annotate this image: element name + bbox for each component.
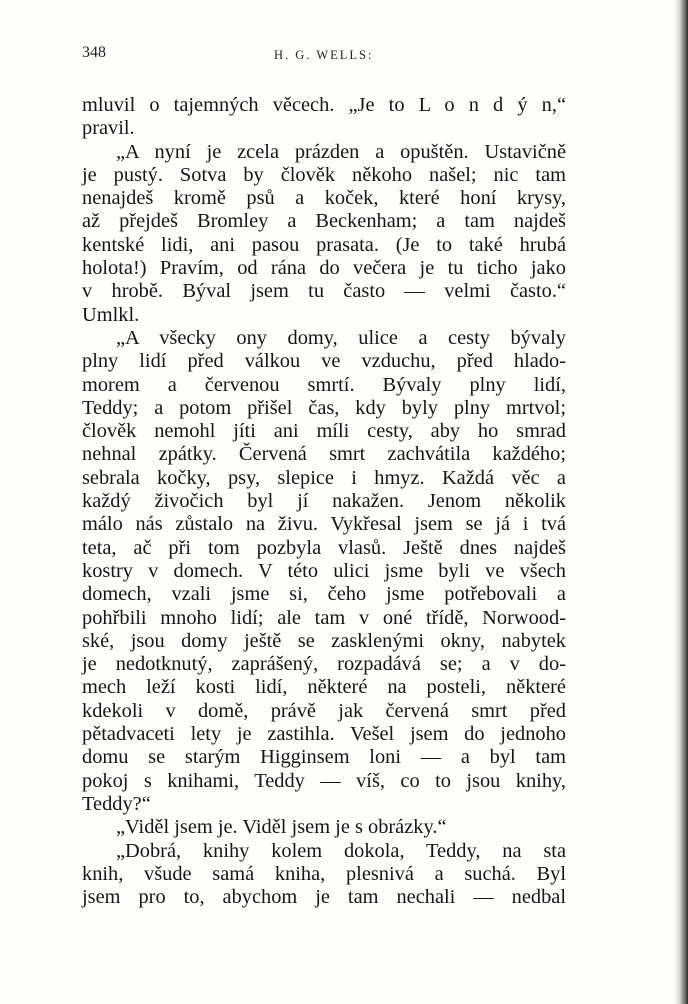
text-line: „Dobrá, knihy kolem dokola, Teddy, na sta <box>116 839 566 862</box>
text-line: nehnal zpátky. Červená smrt zachvátila každého; <box>82 443 566 466</box>
text-line: knih, všude samá kniha, plesnivá a suchá. Byl <box>82 862 566 885</box>
text-line: v hrobě. Býval jsem tu často — velmi často.“ <box>82 280 566 303</box>
text-line: holota!) Pravím, od rána do večera je tu ticho jako <box>82 257 566 280</box>
text-line: ské, jsou domy ještě se zasklenými okny, nabytek <box>82 629 566 652</box>
text-line: pohřbili mnoho lidí; ale tam v oné třídě, Norwood- <box>82 606 566 629</box>
page-number: 348 <box>82 44 106 61</box>
text-line: člověk nemohl jíti ani míli cesty, aby ho smrad <box>82 420 566 443</box>
text-line: kdekoli v domě, právě jak červená smrt před <box>82 699 566 722</box>
text-line: každý živočich byl jí nakažen. Jenom několik <box>82 490 566 513</box>
text-line: pravil. <box>82 117 135 140</box>
text-line: „A nyní je zcela prázden a opuštěn. Ustavičně <box>116 140 566 163</box>
text-line: domu se starým Higginsem loni — a byl tam <box>82 746 566 769</box>
text-line: teta, ač při tom pozbyla vlasů. Ještě dnes najdeš <box>82 536 566 559</box>
text-line: sebrala kočky, psy, slepice i hmyz. Každá věc a <box>82 466 566 489</box>
text-line: je pustý. Sotva by člověk někoho našel; nic tam <box>82 163 566 186</box>
body-text <box>82 94 566 909</box>
text-line: morem a červenou smrtí. Bývaly plny lidí, <box>82 373 566 396</box>
page-header <box>82 44 562 68</box>
text-line: „Viděl jsem je. Viděl jsem je s obrázky.“ <box>116 816 447 839</box>
page-edge-shadow <box>674 0 688 1004</box>
running-head: H. G. WELLS: <box>274 48 374 62</box>
text-line: „A všecky ony domy, ulice a cesty bývaly <box>116 326 566 349</box>
text-line: plny lidí před válkou ve vzduchu, před hlado- <box>82 350 566 373</box>
text-line: mluvil o tajemných věcech. „Je to L o n d ý n,“ <box>82 94 566 116</box>
text-line: kostry v domech. V této ulici jsme byli ve všech <box>82 559 566 582</box>
text-line: je nedotknutý, zaprášený, rozpadává se; a v do- <box>82 653 566 676</box>
text-line: až přejdeš Bromley a Beckenham; a tam najdeš <box>82 210 566 233</box>
text-line: jsem pro to, abychom je tam nechali — nedbal <box>82 886 566 909</box>
text-line: Umlkl. <box>82 303 140 326</box>
text-line: kentské lidi, ani pasou prasata. (Je to také hrubá <box>82 233 566 256</box>
text-line: mech leží kosti lidí, některé na posteli, některé <box>82 676 566 699</box>
text-line: domech, vzali jsme si, čeho jsme potřebovali a <box>82 583 566 606</box>
text-line: Teddy; a potom přišel čas, kdy byly plny mrtvol; <box>82 396 566 419</box>
text-line: pětadvaceti lety je zastihla. Vešel jsem do jednoho <box>82 723 566 746</box>
text-line: Teddy?“ <box>82 792 151 815</box>
text-line: nenajdeš kromě psů a koček, které honí krysy, <box>82 187 566 210</box>
text-line: málo nás zůstalo na živu. Vykřesal jsem se já i tvá <box>82 513 566 536</box>
text-line: pokoj s knihami, Teddy — víš, co to jsou knihy, <box>82 769 566 792</box>
